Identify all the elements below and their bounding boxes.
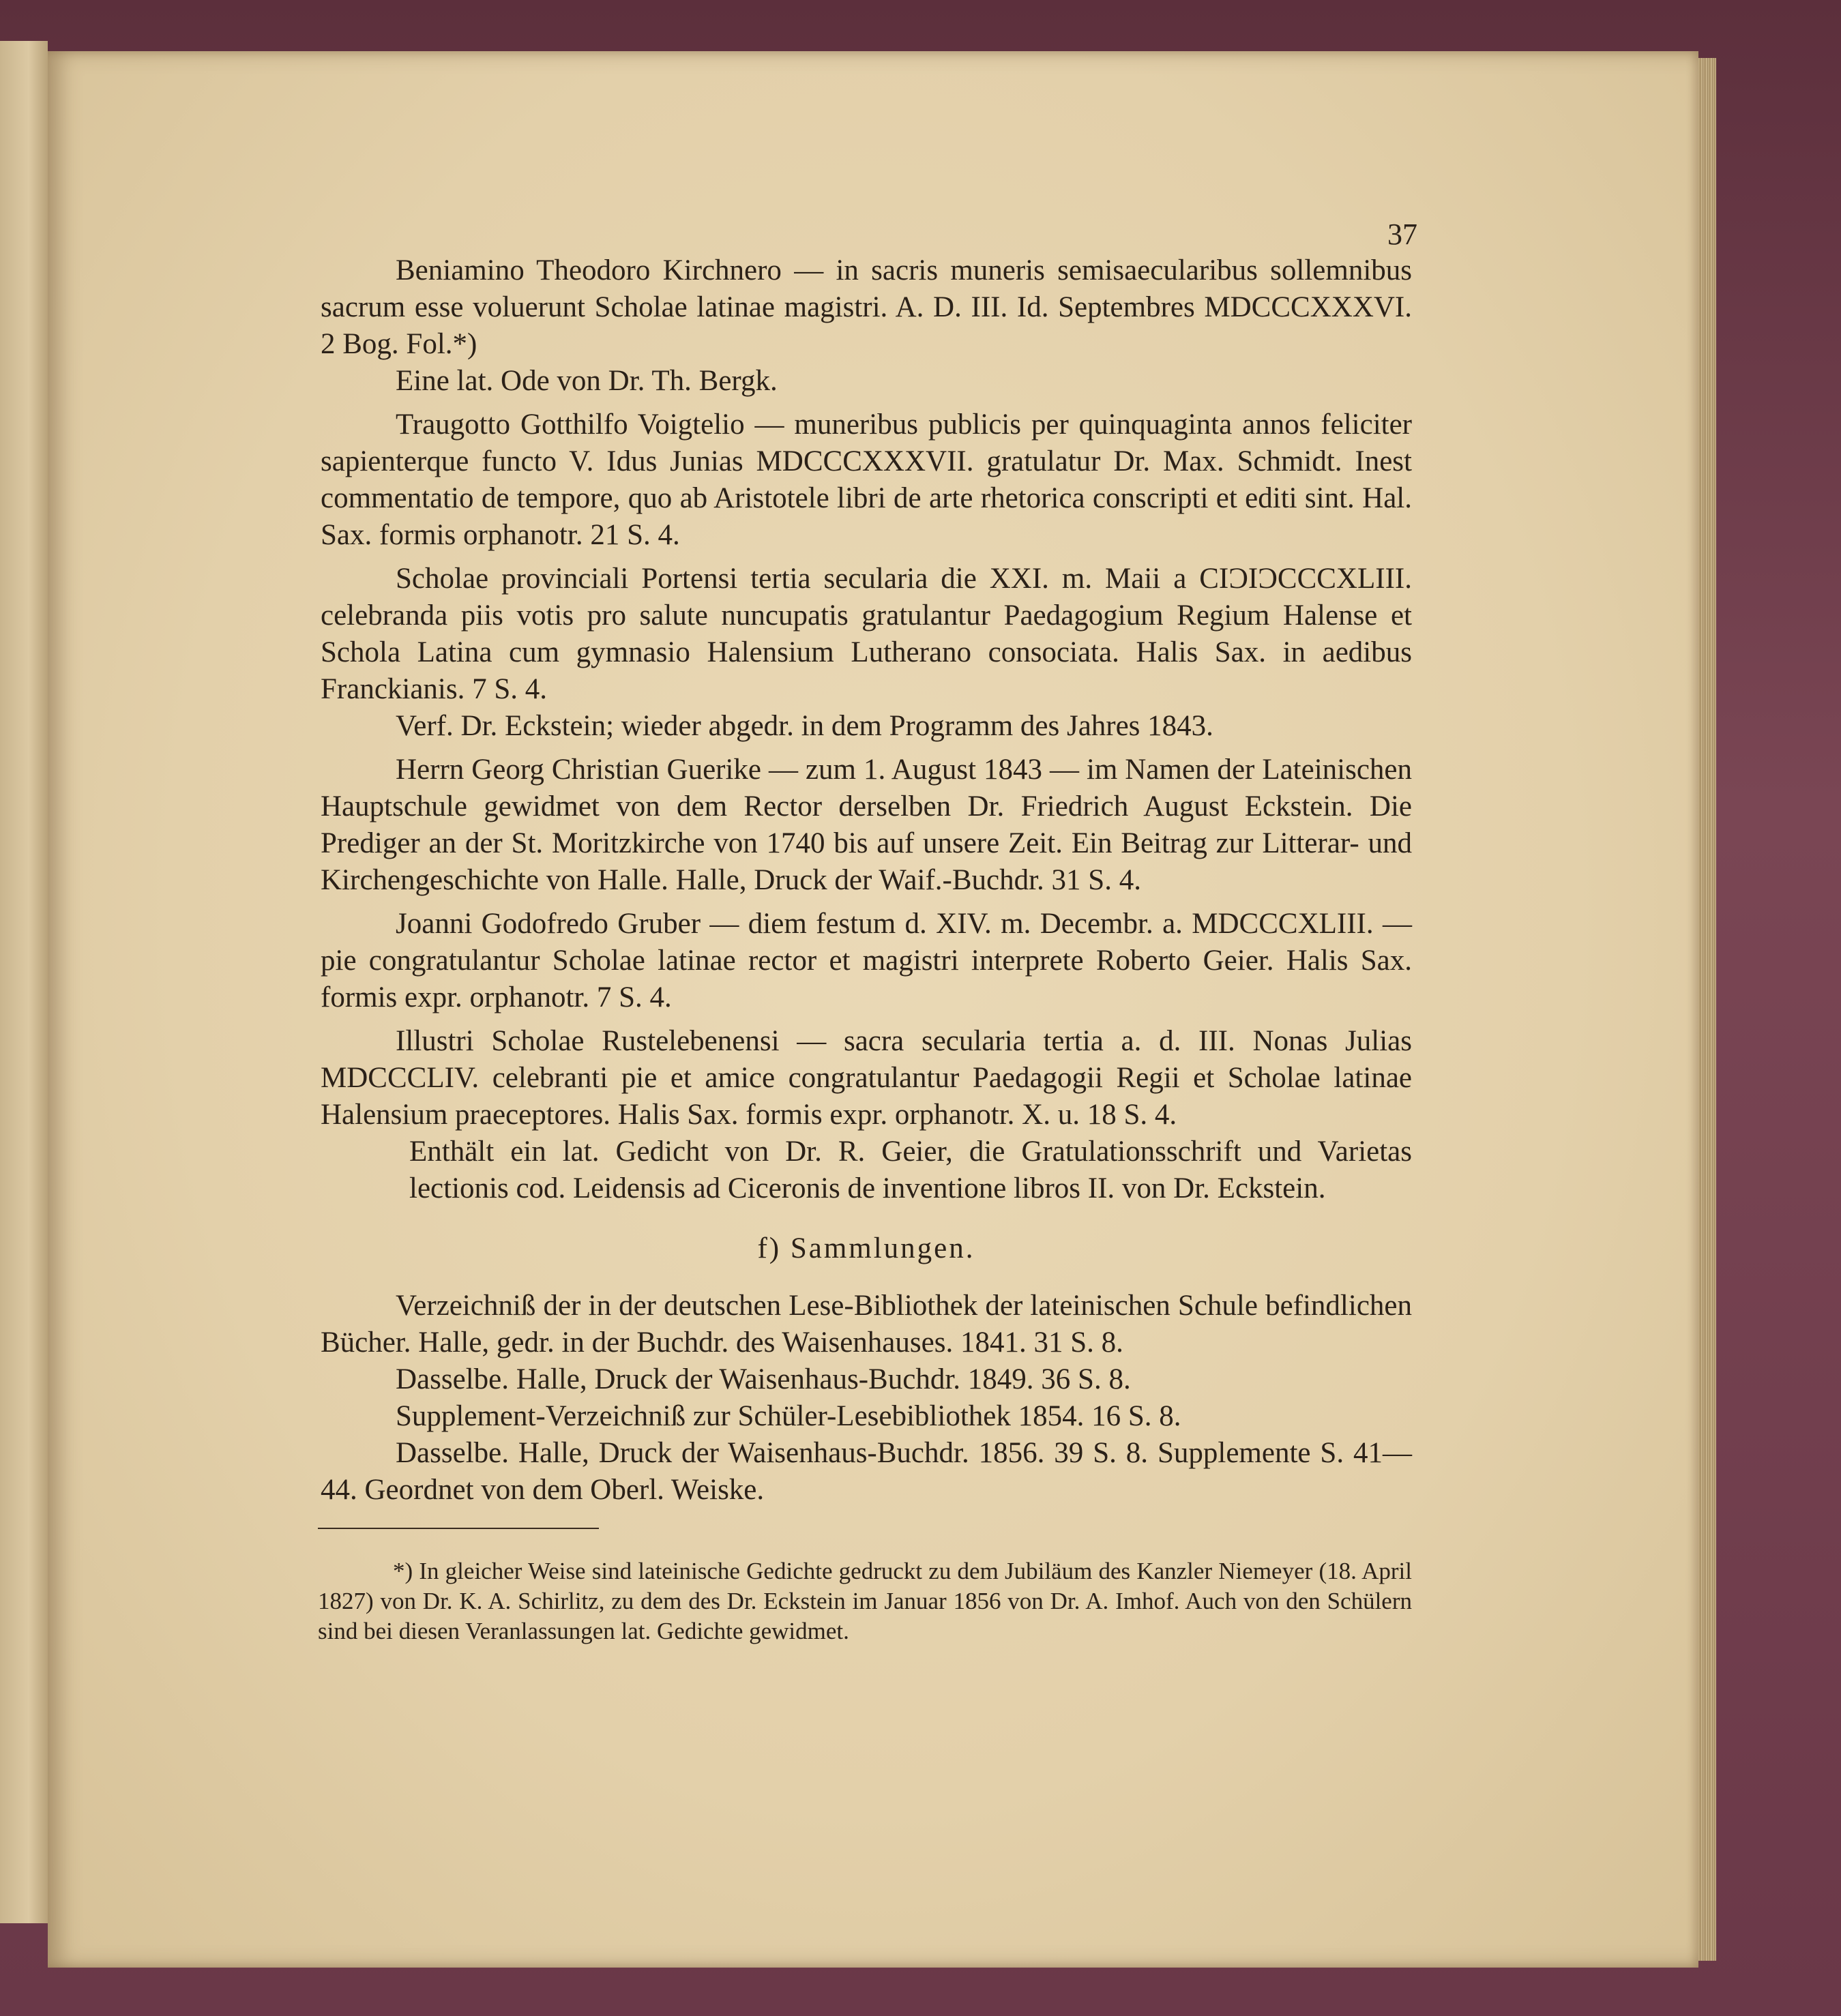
entry-rustelebenensi: Illustri Scholae Rustelebenensi — sacra secularia tertia a. d. III. Nonas Julias MDCCCLIV. celebranti pie et amice congratulantur Paedagogii Regii et Scholae latinae Halensium praeceptores. Halis Sax. formis expr. orphanotr. X. u. 18 S. 4. [321, 1025, 1412, 1131]
entry-guerike: Herrn Georg Christian Guerike — zum 1. August 1843 — im Namen der Lateinischen Hauptschule gewidmet von dem Rector derselben Dr. Friedrich August Eckstein. Die Prediger an der St. Moritzkirche von 1740 bis auf unsere Zeit. Ein Beitrag zur Litterar- und Kirchengeschichte von Halle. Halle, Druck der Waif.-Buchdr. 31 S. 4. [321, 754, 1412, 896]
entry-voigtel: Traugotto Gotthilfo Voigtelio — muneribus publicis per quinquaginta annos feliciter sapienterque functo V. Idus Junias MDCCCXXXVII. gratulatur Dr. Max. Schmidt. Inest commentatio de tempore, quo ab Aristotele libri de arte rhetorica conscripti et editi sint. Hal. Sax. formis orphanotr. 21 S. 4. [321, 409, 1412, 551]
collection-item: Supplement-Verzeichniß zur Schüler-Lesebibliothek 1854. 16 S. 8. [396, 1400, 1181, 1432]
collection-item: Verzeichniß der in der deutschen Lese-Bibliothek der lateinischen Schule befindlichen Bücher. Halle, gedr. in der Buchdr. des Waisenhauses. 1841. 31 S. 8. [321, 1290, 1412, 1359]
entry-rustelebenensi-note: Enthält ein lat. Gedicht von Dr. R. Geier, die Gratulationsschrift und Varietas lectionis cod. Leidensis ad Ciceronis de inventione libros II. von Dr. Eckstein. [409, 1136, 1412, 1204]
entry-portensi-note: Verf. Dr. Eckstein; wieder abgedr. in dem Programm des Jahres 1843. [396, 710, 1213, 742]
footnote [318, 1556, 1412, 1646]
footnote-text: *) In gleicher Weise sind lateinische Gedichte gedruckt zu dem Jubiläum des Kanzler Niemeyer (18. April 1827) von Dr. K. A. Schirlitz, zu dem des Dr. Eckstein im Januar 1856 von Dr. A. Imhof. Auch von den Schülern sind bei diesen Veranlassungen lat. Gedichte gewidmet. [318, 1558, 1412, 1644]
collection-item: Dasselbe. Halle, Druck der Waisenhaus-Buchdr. 1856. 39 S. 8. Supplemente S. 41—44. Geordnet von dem Oberl. Weiske. [321, 1437, 1412, 1506]
entry-portensi: Scholae provinciali Portensi tertia secularia die XXI. m. Maii a CIƆIƆCCCXLIII. celebranda piis votis pro salute nuncupatis gratulantur Paedagogium Regium Halense et Schola Latina cum gymnasio Halensium Lutherano consociata. Halis Sax. in aedibus Franckianis. 7 S. 4. [321, 563, 1412, 705]
page-stack-edges [1698, 58, 1716, 1961]
collection-item: Dasselbe. Halle, Druck der Waisenhaus-Buchdr. 1849. 36 S. 8. [396, 1363, 1131, 1395]
entry-gruber: Joanni Godofredo Gruber — diem festum d. XIV. m. Decembr. a. MDCCCXLIII. — pie congratulantur Scholae latinae rector et magistri interprete Roberto Geier. Halis Sax. formis expr. orphanotr. 7 S. 4. [321, 908, 1412, 1013]
footnote-rule [318, 1528, 599, 1529]
page-body [321, 205, 1412, 1509]
entry-kirchner: Beniamino Theodoro Kirchnero — in sacris muneris semisaecularibus sollemnibus sacrum esse voluerunt Scholae latinae magistri. A. D. III. Id. Septembres MDCCCXXXVI. 2 Bog. Fol.*) [321, 254, 1412, 360]
page-number: 37 [1387, 218, 1417, 251]
section-heading: f) Sammlungen. [757, 1232, 975, 1264]
entry-kirchner-note: Eine lat. Ode von Dr. Th. Bergk. [396, 365, 778, 397]
facing-page-edge [0, 41, 48, 1923]
